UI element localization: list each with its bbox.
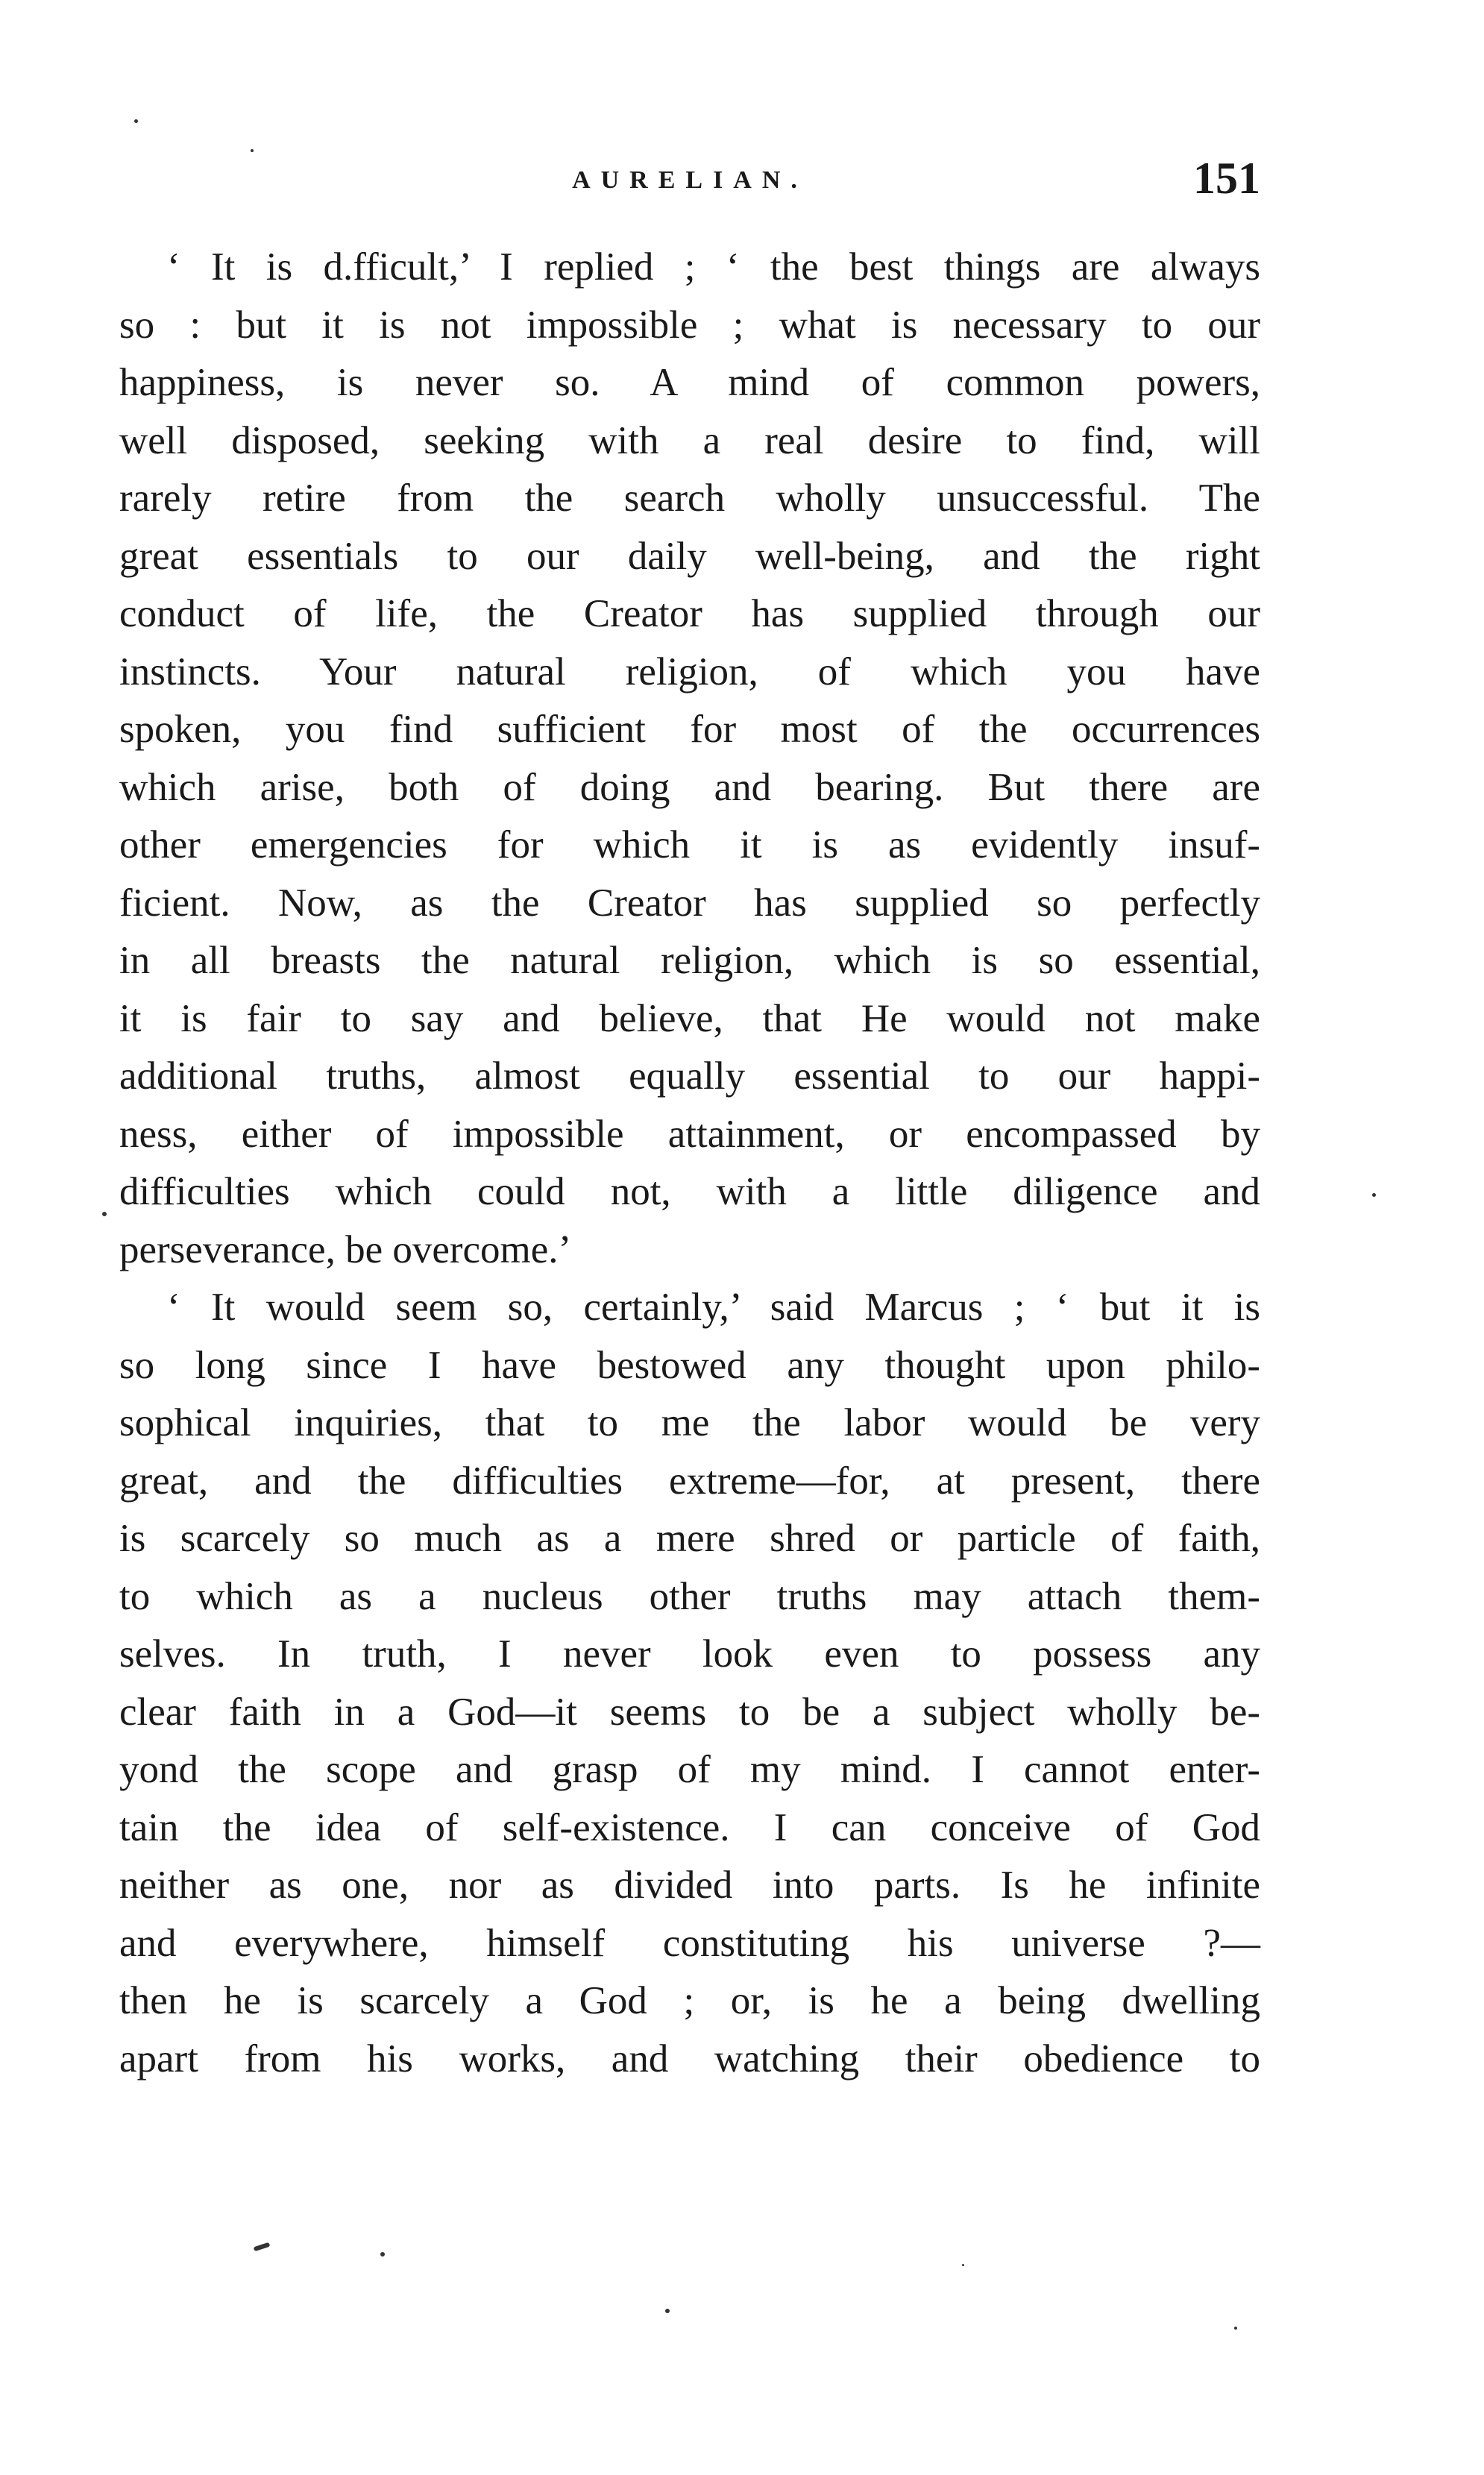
- text-line: additional truths, almost equally essential to our happi-: [119, 1054, 1260, 1098]
- text-line: other emergencies for which it is as evidently insuf-: [119, 823, 1260, 867]
- text-line: in all breasts the natural religion, which is so essential,: [119, 939, 1260, 982]
- scan-speck: [134, 119, 138, 123]
- text-line: is scarcely so much as a mere shred or particle of faith,: [119, 1517, 1260, 1560]
- running-head: [119, 153, 1260, 205]
- text-line: yond the scope and grasp of my mind. I cannot enter-: [119, 1748, 1260, 1791]
- text-line: tain the idea of self-existence. I can conceive of God: [119, 1805, 1260, 1849]
- text-line: neither as one, nor as divided into parts. Is he infinite: [119, 1864, 1260, 1907]
- scan-speck: [962, 2264, 964, 2266]
- text-line: so long since I have bestowed any thought upon philo-: [119, 1343, 1260, 1387]
- scan-speck: [251, 149, 254, 152]
- text-line: happiness, is never so. A mind of common powers,: [119, 361, 1260, 404]
- scan-speck: [102, 1212, 107, 1216]
- scan-speck: [380, 2252, 385, 2257]
- text-line: rarely retire from the search wholly unsuccessful. The: [119, 477, 1260, 520]
- running-title: AURELIAN.: [572, 166, 808, 194]
- page-number: 151: [1193, 154, 1260, 203]
- text-line: ness, either of impossible attainment, or encompassed by: [119, 1112, 1260, 1156]
- text-line: ‘ It is d.fficult,’ I replied ; ‘ the best things are always: [167, 245, 1260, 289]
- text-line: sophical inquiries, that to me the labor would be very: [119, 1401, 1260, 1444]
- text-line: perseverance, be overcome.’: [119, 1227, 572, 1271]
- scan-speck: [1372, 1193, 1376, 1197]
- body-text: [119, 239, 1260, 2088]
- text-line: then he is scarcely a God ; or, is he a being dwelling: [119, 1979, 1260, 2022]
- text-line: well disposed, seeking with a real desire to find, will: [119, 418, 1260, 462]
- text-line: clear faith in a God—it seems to be a subject wholly be-: [119, 1690, 1260, 1734]
- text-line: it is fair to say and believe, that He would not make: [119, 996, 1260, 1040]
- text-line: great, and the difficulties extreme—for, at present, there: [119, 1459, 1260, 1503]
- text-line: selves. In truth, I never look even to possess any: [119, 1632, 1260, 1676]
- text-line: great essentials to our daily well-being, and the right: [119, 534, 1260, 578]
- text-line: ‘ It would seem so, certainly,’ said Marcus ; ‘ but it is: [167, 1286, 1260, 1329]
- text-line: spoken, you find sufficient for most of the occurrences: [119, 708, 1260, 751]
- text-line: and everywhere, himself constituting his universe ?—: [119, 1921, 1260, 1965]
- scan-speck: [1234, 2327, 1237, 2330]
- text-line: to which as a nucleus other truths may attach them-: [119, 1574, 1260, 1618]
- text-line: so : but it is not impossible ; what is necessary to our: [119, 303, 1260, 347]
- text-line: conduct of life, the Creator has supplied through our: [119, 592, 1260, 635]
- scan-speck: [665, 2309, 670, 2313]
- text-line: which arise, both of doing and bearing. But there are: [119, 765, 1260, 809]
- text-line: apart from his works, and watching their obedience to: [119, 2037, 1260, 2081]
- text-line: ficient. Now, as the Creator has supplied so perfectly: [119, 881, 1260, 925]
- text-line: difficulties which could not, with a little diligence and: [119, 1170, 1260, 1213]
- text-line: instincts. Your natural religion, of which you have: [119, 650, 1260, 694]
- scan-speck: [254, 2242, 271, 2252]
